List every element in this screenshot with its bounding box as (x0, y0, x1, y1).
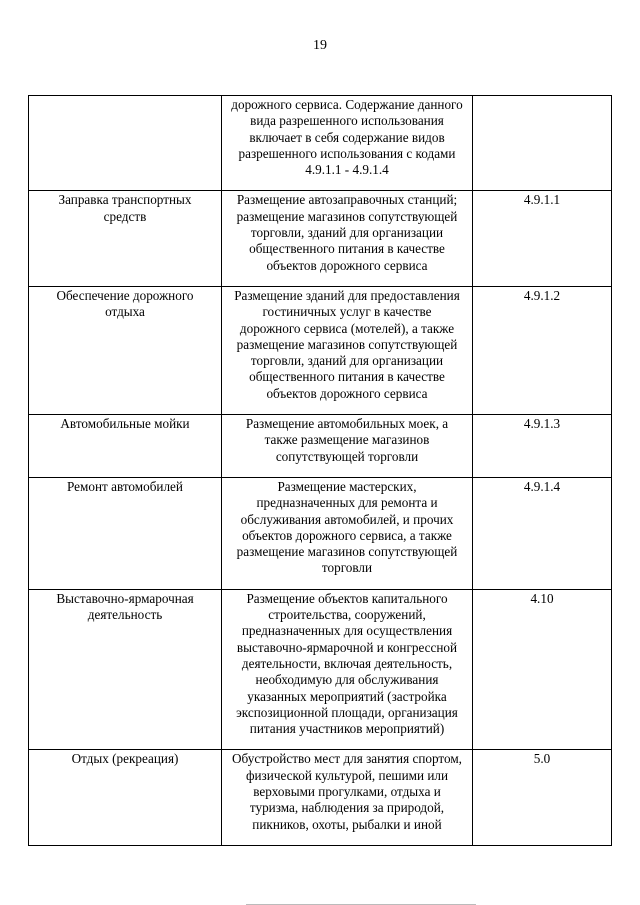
use-description-cell (222, 477, 473, 589)
use-name: Выставочно-ярмарочная деятельность (56, 590, 194, 623)
use-name-cell (29, 191, 222, 286)
use-name: Автомобильные мойки (60, 416, 190, 432)
use-code: 4.9.1.4 (523, 478, 561, 494)
use-code: 4.10 (530, 590, 554, 606)
use-description: Размещение зданий для предоставления гостиничных услуг в качестве дорожного сервиса (мотелей), а также размещение магазинов сопутствующей торговли, зданий для организации общественного питания в качестве объектов дорожного сервиса (234, 287, 460, 401)
table-row (29, 96, 612, 191)
use-name: Ремонт автомобилей (67, 478, 183, 494)
page-number: 19 (313, 38, 327, 53)
use-description-cell (222, 415, 473, 478)
use-name-cell (29, 286, 222, 414)
use-code-cell (473, 589, 612, 750)
use-name: Отдых (рекреация) (71, 751, 179, 767)
use-description: дорожного сервиса. Содержание данного вида разрешенного использования включает в себя содержание видов разрешенного использования с кодами 4.9.1.1 - 4.9.1.4 (231, 97, 463, 178)
use-description: Размещение мастерских, предназначенных для ремонта и обслуживания автомобилей, и прочих объектов дорожного сервиса, а также размещение магазинов сопутствующей торговли (236, 478, 458, 576)
table-row (29, 477, 612, 589)
table-row (29, 286, 612, 414)
use-name: Обеспечение дорожного отдыха (56, 287, 194, 320)
use-code: 5.0 (533, 751, 551, 767)
use-code-cell (473, 415, 612, 478)
table-row (29, 415, 612, 478)
use-code: 4.9.1.2 (523, 287, 561, 303)
land-use-table (28, 95, 612, 846)
use-code-cell (473, 191, 612, 286)
use-description: Размещение автозаправочных станций; размещение магазинов сопутствующей торговли, зданий для организации общественного питания в качестве объектов дорожного сервиса (236, 192, 458, 273)
use-code: 4.9.1.3 (523, 416, 561, 432)
use-name-cell (29, 96, 222, 191)
use-description-cell (222, 589, 473, 750)
use-description: Размещение объектов капитального строительства, сооружений, предназначенных для осуществления выставочно-ярмарочной и конгрессной деятельности, включая деятельность, необходимую для обслуживания указанных мероприятий (застройка экспозиционной площади, организация питания участников мероприятий) (236, 590, 458, 737)
use-description-cell (222, 96, 473, 191)
use-code-cell (473, 286, 612, 414)
use-name-cell (29, 589, 222, 750)
use-description-cell (222, 191, 473, 286)
use-description: Обустройство мест для занятия спортом, физической культурой, пешими или верховыми прогулками, отдыха и туризма, наблюдения за природой, пикников, охоты, рыбалки и иной (232, 751, 462, 832)
use-description-cell (222, 286, 473, 414)
use-code: 4.9.1.1 (523, 192, 561, 208)
use-code-cell (473, 750, 612, 845)
use-description-cell (222, 750, 473, 845)
use-name: Заправка транспортных средств (58, 192, 192, 224)
table-row (29, 191, 612, 286)
use-name-cell (29, 477, 222, 589)
table-row (29, 589, 612, 750)
use-name-cell (29, 750, 222, 845)
use-description: Размещение автомобильных моек, а также размещение магазинов сопутствующей торговли (245, 416, 449, 464)
use-name-cell (29, 415, 222, 478)
table-row (29, 750, 612, 845)
use-code-cell (473, 477, 612, 589)
use-code-cell (473, 96, 612, 191)
